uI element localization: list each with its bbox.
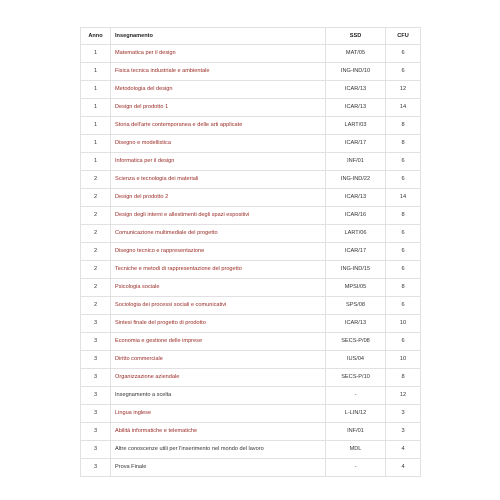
cell-ssd: MPSI/05 bbox=[326, 279, 386, 297]
cell-cfu: 8 bbox=[386, 207, 421, 225]
cell-ssd: ING-IND/10 bbox=[326, 63, 386, 81]
cell-ssd: ICAR/13 bbox=[326, 81, 386, 99]
cell-anno: 3 bbox=[81, 387, 111, 405]
cell-anno: 1 bbox=[81, 153, 111, 171]
cell-anno: 3 bbox=[81, 423, 111, 441]
table-row bbox=[81, 135, 421, 153]
course-link[interactable]: Lingua inglese bbox=[111, 405, 326, 423]
table-row bbox=[81, 369, 421, 387]
cell-ssd: IUS/04 bbox=[326, 351, 386, 369]
cell-ssd: ING-IND/15 bbox=[326, 261, 386, 279]
cell-cfu: 8 bbox=[386, 369, 421, 387]
cell-anno: 3 bbox=[81, 405, 111, 423]
table-row bbox=[81, 333, 421, 351]
cell-anno: 2 bbox=[81, 261, 111, 279]
cell-ssd: INF/01 bbox=[326, 423, 386, 441]
cell-anno: 3 bbox=[81, 459, 111, 477]
cell-anno: 3 bbox=[81, 441, 111, 459]
table-row bbox=[81, 45, 421, 63]
cell-insegnamento: Insegnamento a scelta bbox=[111, 387, 326, 405]
cell-anno: 2 bbox=[81, 297, 111, 315]
table-row bbox=[81, 387, 421, 405]
cell-ssd: L-LIN/12 bbox=[326, 405, 386, 423]
cell-cfu: 10 bbox=[386, 315, 421, 333]
cell-cfu: 8 bbox=[386, 279, 421, 297]
courses-table bbox=[80, 27, 421, 477]
cell-ssd: ICAR/13 bbox=[326, 189, 386, 207]
cell-anno: 3 bbox=[81, 351, 111, 369]
cell-ssd: ICAR/17 bbox=[326, 135, 386, 153]
header-anno: Anno bbox=[81, 28, 111, 45]
cell-ssd: SECS-P/08 bbox=[326, 333, 386, 351]
cell-ssd: SECS-P/10 bbox=[326, 369, 386, 387]
cell-ssd: ICAR/13 bbox=[326, 315, 386, 333]
cell-cfu: 6 bbox=[386, 333, 421, 351]
cell-cfu: 4 bbox=[386, 441, 421, 459]
cell-cfu: 6 bbox=[386, 153, 421, 171]
cell-anno: 1 bbox=[81, 135, 111, 153]
cell-ssd: LART/03 bbox=[326, 117, 386, 135]
cell-cfu: 12 bbox=[386, 81, 421, 99]
cell-cfu: 12 bbox=[386, 387, 421, 405]
cell-cfu: 6 bbox=[386, 63, 421, 81]
course-link[interactable]: Abilità informatiche e telematiche bbox=[111, 423, 326, 441]
table-header-row bbox=[81, 28, 421, 45]
header-cfu: CFU bbox=[386, 28, 421, 45]
course-link[interactable]: Informatica per il design bbox=[111, 153, 326, 171]
course-link[interactable]: Fisica tecnica industriale e ambientale bbox=[111, 63, 326, 81]
course-link[interactable]: Storia dell'arte contemporanea e delle arti applicate bbox=[111, 117, 326, 135]
cell-anno: 1 bbox=[81, 63, 111, 81]
cell-ssd: ICAR/13 bbox=[326, 99, 386, 117]
cell-anno: 1 bbox=[81, 81, 111, 99]
table-row bbox=[81, 189, 421, 207]
cell-anno: 3 bbox=[81, 315, 111, 333]
courses-table-container bbox=[80, 27, 420, 477]
cell-cfu: 6 bbox=[386, 261, 421, 279]
cell-insegnamento: Prova Finale bbox=[111, 459, 326, 477]
course-link[interactable]: Tecniche e metodi di rappresentazione del progetto bbox=[111, 261, 326, 279]
table-row bbox=[81, 297, 421, 315]
cell-ssd: - bbox=[326, 459, 386, 477]
course-link[interactable]: Metodologia del design bbox=[111, 81, 326, 99]
table-row bbox=[81, 99, 421, 117]
cell-anno: 2 bbox=[81, 189, 111, 207]
table-row bbox=[81, 261, 421, 279]
cell-ssd: ICAR/16 bbox=[326, 207, 386, 225]
course-link[interactable]: Scienza e tecnologia dei materiali bbox=[111, 171, 326, 189]
table-row bbox=[81, 405, 421, 423]
cell-cfu: 8 bbox=[386, 117, 421, 135]
course-link[interactable]: Design del prodotto 2 bbox=[111, 189, 326, 207]
course-link[interactable]: Organizzazione aziendale bbox=[111, 369, 326, 387]
table-row bbox=[81, 117, 421, 135]
course-link[interactable]: Sociologia dei processi sociali e comunicativi bbox=[111, 297, 326, 315]
cell-ssd: ICAR/17 bbox=[326, 243, 386, 261]
cell-cfu: 3 bbox=[386, 423, 421, 441]
cell-anno: 1 bbox=[81, 99, 111, 117]
table-row bbox=[81, 279, 421, 297]
course-link[interactable]: Design degli interni e allestimenti degli spazi espositivi bbox=[111, 207, 326, 225]
table-row bbox=[81, 81, 421, 99]
cell-cfu: 8 bbox=[386, 135, 421, 153]
cell-cfu: 6 bbox=[386, 243, 421, 261]
cell-ssd: - bbox=[326, 387, 386, 405]
table-row bbox=[81, 423, 421, 441]
course-link[interactable]: Matematica per il design bbox=[111, 45, 326, 63]
course-link[interactable]: Comunicazione multimediale del progetto bbox=[111, 225, 326, 243]
cell-cfu: 4 bbox=[386, 459, 421, 477]
cell-ssd: MDL bbox=[326, 441, 386, 459]
course-link[interactable]: Design del prodotto 1 bbox=[111, 99, 326, 117]
course-link[interactable]: Diritto commerciale bbox=[111, 351, 326, 369]
cell-anno: 2 bbox=[81, 171, 111, 189]
cell-cfu: 6 bbox=[386, 45, 421, 63]
cell-anno: 2 bbox=[81, 207, 111, 225]
table-row bbox=[81, 351, 421, 369]
cell-ssd: INF/01 bbox=[326, 153, 386, 171]
course-link[interactable]: Disegno tecnico e rappresentazione bbox=[111, 243, 326, 261]
table-row bbox=[81, 243, 421, 261]
course-link[interactable]: Sintesi finale del progetto di prodotto bbox=[111, 315, 326, 333]
cell-anno: 2 bbox=[81, 225, 111, 243]
header-ssd: SSD bbox=[326, 28, 386, 45]
cell-cfu: 6 bbox=[386, 225, 421, 243]
cell-cfu: 6 bbox=[386, 171, 421, 189]
cell-cfu: 3 bbox=[386, 405, 421, 423]
cell-cfu: 14 bbox=[386, 99, 421, 117]
cell-ssd: ING-IND/22 bbox=[326, 171, 386, 189]
cell-ssd: LART/06 bbox=[326, 225, 386, 243]
cell-ssd: MAT/05 bbox=[326, 45, 386, 63]
course-link[interactable]: Disegno e modellistica bbox=[111, 135, 326, 153]
table-row bbox=[81, 441, 421, 459]
table-row bbox=[81, 315, 421, 333]
cell-anno: 1 bbox=[81, 45, 111, 63]
table-row bbox=[81, 63, 421, 81]
cell-anno: 3 bbox=[81, 369, 111, 387]
course-link[interactable]: Economia e gestione delle imprese bbox=[111, 333, 326, 351]
cell-anno: 2 bbox=[81, 243, 111, 261]
cell-insegnamento: Altre conoscenze utili per l'inserimento nel mondo del lavoro bbox=[111, 441, 326, 459]
cell-cfu: 6 bbox=[386, 297, 421, 315]
table-row bbox=[81, 171, 421, 189]
course-link[interactable]: Psicologia sociale bbox=[111, 279, 326, 297]
cell-cfu: 14 bbox=[386, 189, 421, 207]
table-row bbox=[81, 153, 421, 171]
header-insegnamento: Insegnamento bbox=[111, 28, 326, 45]
table-body bbox=[81, 45, 421, 477]
cell-cfu: 10 bbox=[386, 351, 421, 369]
cell-anno: 3 bbox=[81, 333, 111, 351]
table-row bbox=[81, 459, 421, 477]
table-row bbox=[81, 207, 421, 225]
cell-anno: 2 bbox=[81, 279, 111, 297]
cell-ssd: SPS/08 bbox=[326, 297, 386, 315]
cell-anno: 1 bbox=[81, 117, 111, 135]
table-row bbox=[81, 225, 421, 243]
